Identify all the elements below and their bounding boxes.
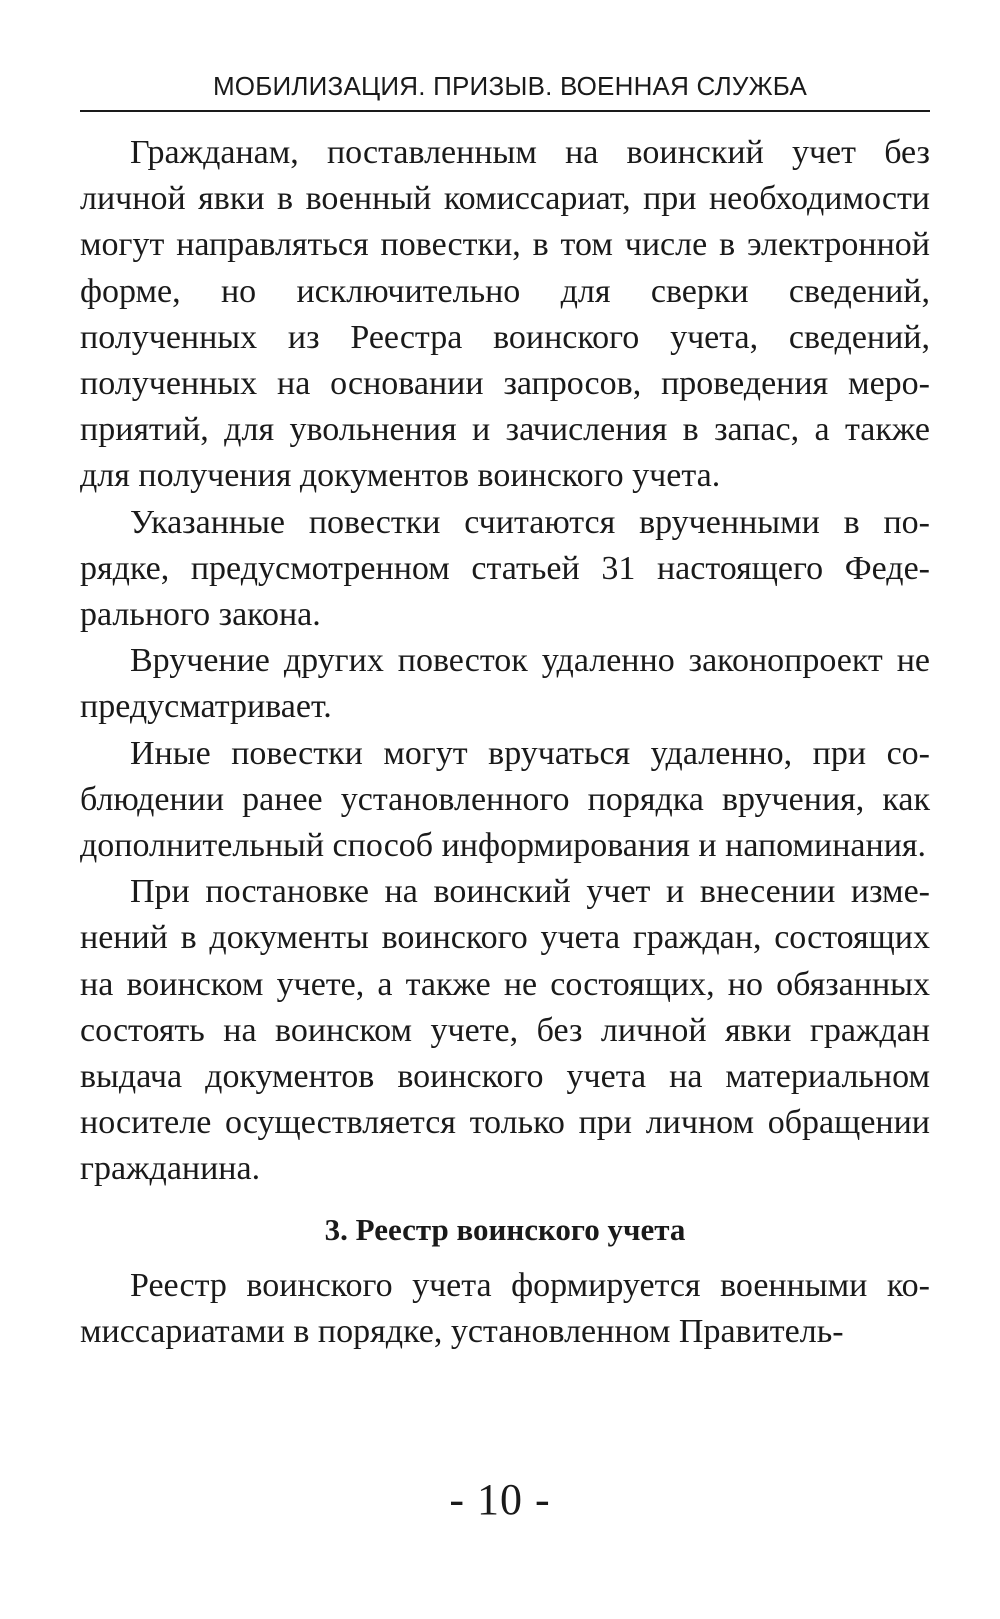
section-heading: 3. Реестр воинского учета [324, 1211, 686, 1247]
paragraph-2: Указанные повестки считаются врученными в порядке, предусмотренном статьей 31 настоящего Федерального закона. [80, 503, 930, 634]
paragraph-5: При постановке на воинский учет и внесении изменений в документы воинского учета граждан, состоящих на воинском учете, а также не состоящих, но обязанных состоять на воинском учете, без личной явки граждан выдача документов воинского учета на материальном носителе осуществляется только при личном обращении гражданина. [80, 873, 930, 1188]
page-number: - 10 - [449, 1475, 551, 1524]
paragraph-3: Вручение других повесток удаленно законопроект не предусматривает. [80, 642, 930, 726]
section-paragraph: Реестр воинского учета формируется военными комиссариатами в порядке, установленном Правитель- [80, 1266, 930, 1350]
paragraph-4: Иные повестки могут вручаться удаленно, при соблюдении ранее установленного порядка вручения, как дополнительный способ информирования и напоминания. [80, 734, 930, 865]
running-header [80, 68, 930, 112]
paragraph-1: Гражданам, поставленным на воинский учет без личной явки в военный комиссариат, при необходимости могут направляться повестки, в том числе в электронной форме, но исключительно для сверки сведений, полученных из Реестра воинского учета, сведений, полученных на основании запросов, проведения мероприятий, для увольнения и зачисления в запас, а также для получения документов воинского учета. [80, 134, 930, 495]
page-body [80, 130, 930, 1355]
running-header-title: МОБИЛИЗАЦИЯ. ПРИЗЫВ. ВОЕННАЯ СЛУЖБА [212, 71, 808, 101]
